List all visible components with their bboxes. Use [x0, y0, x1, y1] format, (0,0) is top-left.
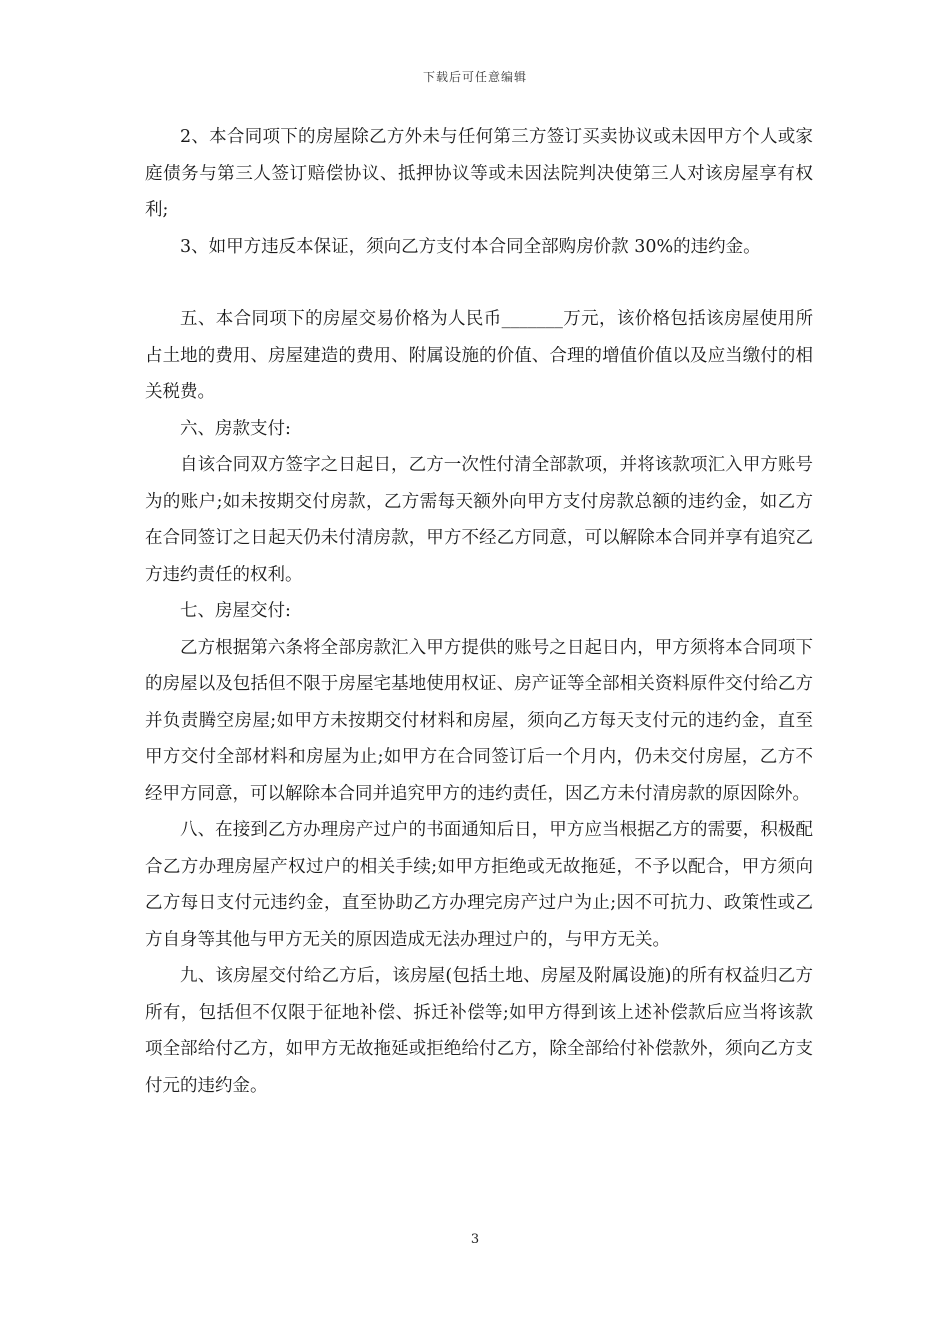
paragraph-clause-8: 八、在接到乙方办理房产过户的书面通知后日，甲方应当根据乙方的需要，积极配合乙方办理房屋产权过户的相关手续;如甲方拒绝或无故拖延，不予以配合，甲方须向乙方每日支付元违约金，直至协助乙方办理完房产过户为止;因不可抗力、政策性或乙方自身等其他与甲方无关的原因造成无法办理过户的，与甲方无关。 [145, 820, 813, 950]
paragraph-clause-4-2: 2、本合同项下的房屋除乙方外未与任何第三方签订买卖协议或未因甲方个人或家庭债务与第三人签订赔偿协议、抵押协议等或未因法院判决使第三人对该房屋享有权利; [145, 127, 813, 220]
document-body [145, 119, 813, 1104]
page-number: 3 [470, 1232, 480, 1247]
page-header-note: 下载后可任意编辑 [422, 70, 527, 84]
paragraph-clause-6: 自该合同双方签字之日起日，乙方一次性付清全部款项，并将该款项汇入甲方账号为的账户;如未按期交付房款，乙方需每天额外向甲方支付房款总额的违约金，如乙方在合同签订之日起天仍未付清房款，甲方不经乙方同意，可以解除本合同并享有追究乙方违约责任的权利。 [145, 455, 813, 585]
paragraph-clause-4-3: 3、如甲方违反本保证，须向乙方支付本合同全部购房价款 30%的违约金。 [180, 236, 761, 257]
paragraph-clause-7: 乙方根据第六条将全部房款汇入甲方提供的账号之日起日内，甲方须将本合同项下的房屋以及包括但不限于房屋宅基地使用权证、房产证等全部相关资料原件交付给乙方并负责腾空房屋;如甲方未按期交付材料和房屋，须向乙方每天支付元的违约金，直至甲方交付全部材料和房屋为止;如甲方在合同签订后一个月内，仍未交付房屋，乙方不经甲方同意，可以解除本合同并追究甲方的违约责任，因乙方未付清房款的原因除外。 [145, 637, 813, 804]
paragraph-clause-5: 五、本合同项下的房屋交易价格为人民币_______万元，该价格包括该房屋使用所占土地的费用、房屋建造的费用、附属设施的价值、合理的增值价值以及应当缴付的相关税费。 [145, 309, 813, 402]
heading-clause-6: 六、房款支付: [180, 418, 291, 439]
heading-clause-7: 七、房屋交付: [180, 601, 291, 621]
paragraph-clause-9: 九、该房屋交付给乙方后，该房屋(包括土地、房屋及附属设施)的所有权益归乙方所有，包括但不仅限于征地补偿、拆迁补偿等;如甲方得到该上述补偿款后应当将该款项全部给付乙方，如甲方无故拖延或拒绝给付乙方，除全部给付补偿款外，须向乙方支付元的违约金。 [145, 966, 813, 1096]
